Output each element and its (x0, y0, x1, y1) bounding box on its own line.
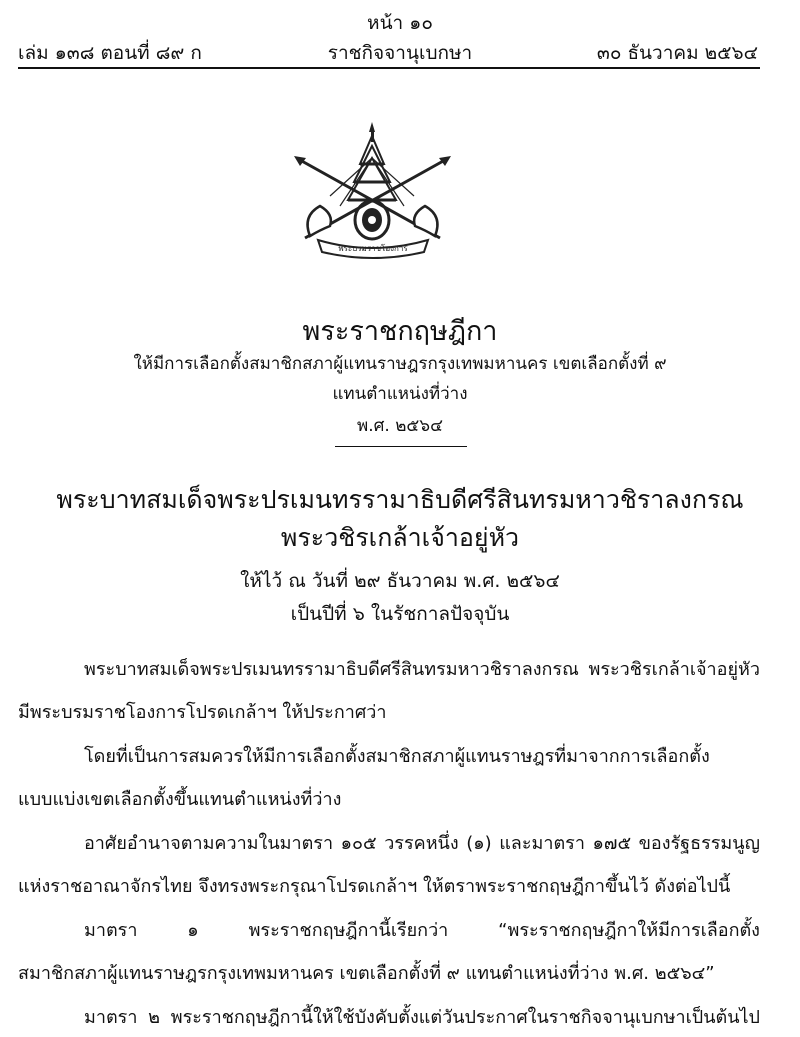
given-date: ให้ไว้ ณ วันที่ ๒๙ ธันวาคม พ.ศ. ๒๕๖๔ (240, 570, 560, 592)
page-number: หน้า ๑๐ (367, 12, 433, 34)
royal-emblem-icon (290, 118, 455, 263)
paragraph-2-line-1: โดยที่เป็นการสมควรให้มีการเลือกตั้งสมาชิกสภาผู้แทนราษฎรที่มาจากการเลือกตั้ง (84, 746, 710, 767)
section-label: มาตรา (84, 920, 138, 941)
decree-subtitle-line-2: แทนตำแหน่งที่ว่าง (332, 384, 468, 404)
section-2-line-1 (84, 1002, 760, 1031)
text-segment: พระราชกฤษฎีกานี้ให้ใช้บังคับตั้งแต่วันประกาศในราชกิจจานุเบกษาเป็นต้นไป (170, 1007, 760, 1028)
publication-date: ๓๐ ธันวาคม ๒๕๖๔ (596, 42, 758, 64)
header-rule (18, 67, 760, 69)
volume-issue: เล่ม ๑๓๘ ตอนที่ ๘๙ ก (18, 42, 202, 64)
emblem-ribbon-text: พระบรมราชโองการ (338, 244, 408, 253)
section-number: ๒ (148, 1007, 161, 1028)
decree-subtitle-line-1: ให้มีการเลือกตั้งสมาชิกสภาผู้แทนราษฎรกรุงเทพมหานคร เขตเลือกตั้งที่ ๙ (133, 354, 667, 374)
text-segment: พระบาทสมเด็จพระปรเมนทรรามาธิบดีศรีสินทรมหาวชิราลงกรณ (84, 659, 579, 680)
paragraph-3-line-1 (84, 828, 760, 857)
paragraph-1-line-2: มีพระบรมราชโองการโปรดเกล้าฯ ให้ประกาศว่า (18, 702, 387, 723)
reign-year: เป็นปีที่ ๖ ในรัชกาลปัจจุบัน (290, 603, 510, 625)
text-segment: (๑) (466, 833, 492, 854)
section-label: มาตรา (84, 1007, 138, 1028)
text-segment: ของรัฐธรรมนูญ (638, 833, 760, 854)
decree-title: พระราชกฤษฎีกา (302, 316, 498, 347)
decree-year: พ.ศ. ๒๕๖๔ (357, 416, 443, 436)
text-segment: พระวชิรเกล้าเจ้าอยู่หัว (588, 659, 760, 680)
text-segment: และมาตรา (499, 833, 585, 854)
text-segment: อาศัยอำนาจตามความในมาตรา (84, 833, 334, 854)
section-1-line-2: สมาชิกสภาผู้แทนราษฎรกรุงเทพมหานคร เขตเลือกตั้งที่ ๙ แทนตำแหน่งที่ว่าง พ.ศ. ๒๕๖๔” (18, 963, 715, 984)
king-name-line-1: พระบาทสมเด็จพระปรเมนทรรามาธิบดีศรีสินทรมหาวชิราลงกรณ (56, 485, 744, 514)
paragraph-2-line-2: แบบแบ่งเขตเลือกตั้งขึ้นแทนตำแหน่งที่ว่าง (18, 789, 342, 810)
section-number: ๑ (187, 920, 199, 941)
publication-name: ราชกิจจานุเบกษา (327, 42, 473, 64)
king-name-line-2: พระวชิรเกล้าเจ้าอยู่หัว (280, 523, 520, 552)
text-segment: ๑๗๕ (592, 833, 632, 854)
paragraph-1-line-1 (84, 654, 760, 683)
text-segment: วรรคหนึ่ง (384, 833, 459, 854)
text-segment: ๑๐๕ (340, 833, 377, 854)
section-1-line-1 (84, 915, 760, 944)
title-rule (335, 446, 467, 447)
paragraph-3-line-2: แห่งราชอาณาจักรไทย จึงทรงพระกรุณาโปรดเกล้าฯ ให้ตราพระราชกฤษฎีกาขึ้นไว้ ดังต่อไปนี้ (18, 876, 731, 897)
text-segment: พระราชกฤษฎีกานี้เรียกว่า (248, 920, 449, 941)
text-segment: “พระราชกฤษฎีกาให้มีการเลือกตั้ง (498, 920, 760, 941)
